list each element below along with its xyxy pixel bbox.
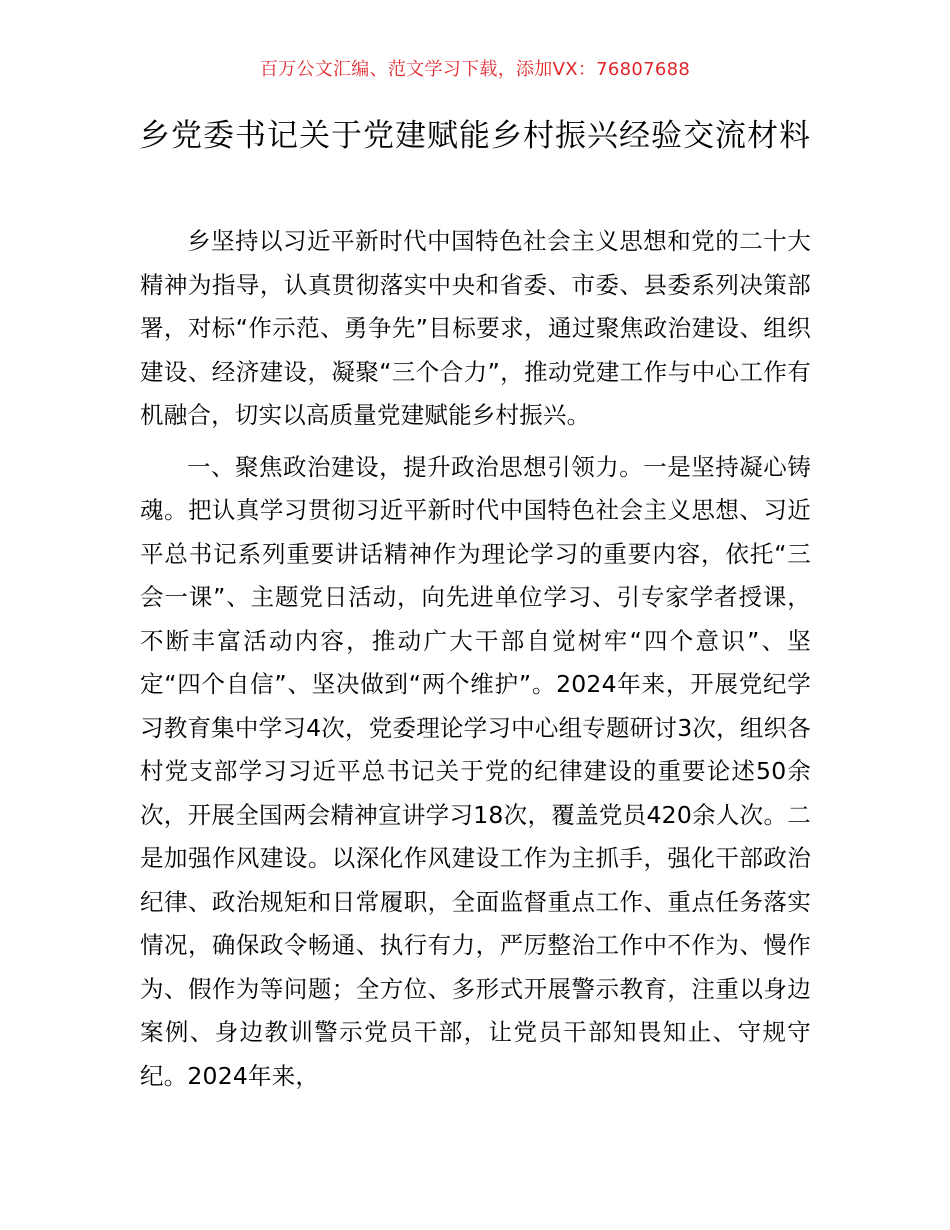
paragraph-section-one: 一、聚焦政治建设，提升政治思想引领力。一是坚持凝心铸魂。把认真学习贯彻习近平新时代中国特色社会主义思想、习近平总书记系列重要讲话精神作为理论学习的重要内容，依托“三会一课”、主题党日活动，向先进单位学习、引专家学者授课，不断丰富活动内容，推动广大干部自觉树牢“四个意识”、坚定“四个自信”、坚决做到“两个维护”。2024年来，开展党纪学习教育集中学习4次，党委理论学习中心组专题研讨3次，组织各村党支部学习习近平总书记关于党的纪律建设的重要论述50余次，开展全国两会精神宣讲学习18次，覆盖党员420余人次。二是加强作风建设。以深化作风建设工作为主抓手，强化干部政治纪律、政治规矩和日常履职，全面监督重点工作、重点任务落实情况，确保政令畅通、执行有力，严厉整治工作中不作为、慢作为、假作为等问题；全方位、多形式开展警示教育，注重以身边案例、身边教训警示党员干部，让党员干部知畏知止、守规守纪。2024年来，	[140, 452, 812, 1090]
paragraph-intro: 乡坚持以习近平新时代中国特色社会主义思想和党的二十大精神为指导，认真贯彻落实中央和省委、市委、县委系列决策部署，对标“作示范、勇争先”目标要求，通过聚焦政治建设、组织建设、经济建设，凝聚“三个合力”，推动党建工作与中心工作有机融合，切实以高质量党建赋能乡村振兴。	[140, 227, 811, 429]
document-title: 乡党委书记关于党建赋能乡村振兴经验交流材料	[139, 118, 811, 154]
document-body	[140, 220, 811, 1098]
header-promo-note: 百万公文汇编、范文学习下载，添加VX：76807688	[259, 59, 691, 80]
